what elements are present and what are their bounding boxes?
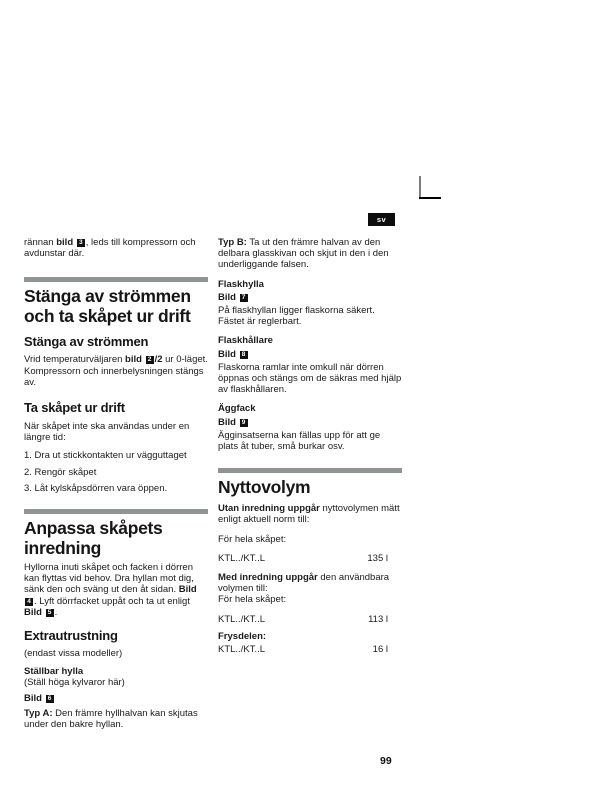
shelf-note: (Ställ höga kylvaror här) [24, 677, 125, 689]
left-column [24, 237, 208, 730]
bottle-holder-label: Flaskhållare [218, 335, 273, 347]
bild-5-badge: 5 [46, 609, 54, 617]
subsection-title-switch-off: Stänga av strömmen [24, 334, 149, 350]
egg-tray-figure-ref: Bild 9 [218, 417, 402, 428]
step-item: 2. Rengör skåpet [24, 466, 97, 478]
language-badge: sv [368, 213, 395, 226]
extras-note: (endast vissa modeller) [24, 648, 123, 660]
shelf-figure-ref: Bild 6 [24, 693, 208, 704]
volume-value: 16 l [372, 644, 388, 656]
volume-without-fittings: Utan inredning uppgår nyttovolymen mätt enligt aktuell norm till: [218, 503, 400, 526]
freezer-section-label: Frysdelen: [218, 630, 267, 642]
right-column [218, 237, 402, 655]
volume-value: 113 l [368, 613, 388, 625]
decommission-intro: När skåpet inte ska användas under en längre tid: [24, 421, 190, 444]
crop-mark-horizontal [419, 197, 441, 199]
bild-6-badge: 6 [46, 695, 54, 703]
section-separator-bar [24, 509, 208, 514]
egg-tray-body: Ägginsatserna kan fällas upp för att ge plats åt tuber, små burkar osv. [218, 429, 381, 453]
bottle-shelf-label: Flaskhylla [218, 278, 264, 290]
subsection-title-decommission: Ta skåpet ur drift [24, 400, 125, 416]
subsection-title-extras: Extrautrustning [24, 628, 118, 644]
switch-off-body: Vrid temperaturväljaren bild 2 /2 ur 0-läget. Kompressorn och innerbelysningen stängs av. [24, 354, 208, 388]
typ-a-paragraph: Typ A: Den främre hyllhalvan kan skjutas under den bakre hyllan. [24, 707, 198, 731]
model-code: KTL../KT..L [218, 613, 265, 625]
bild-7-badge: 7 [240, 294, 248, 302]
volume-row [218, 644, 388, 655]
decommission-steps [24, 450, 208, 494]
bottle-holder-figure-ref: Bild 8 [218, 349, 402, 360]
egg-tray-label: Äggfack [218, 403, 256, 415]
bottle-shelf-figure-ref: Bild 7 [218, 292, 402, 303]
bild-3-badge: 3 [77, 239, 85, 247]
bild-2-badge: 2 [146, 356, 154, 364]
bottle-holder-body: Flaskorna ramlar inte omkull när dörren öppnas och stängs om de säkras med hjälp av flaskhållaren. [218, 361, 402, 396]
model-code: KTL../KT..L [218, 552, 265, 564]
typ-b-paragraph: Typ B: Ta ut den främre halvan av den delbara glasskivan och skjut in den i den underliggande falsen. [218, 237, 389, 271]
volume-value: 135 l [367, 552, 388, 564]
section-title-power-off: Stänga av strömmen och ta skåpet ur drift [24, 286, 191, 327]
interior-body: Hyllorna inuti skåpet och facken i dörren kan flyttas vid behov. Dra hyllan mot dig, sänk den och sväng ut den åt sidan. Bild 4 . Lyft dörrfacket uppåt och ta ut enligt Bild 5 . [24, 562, 197, 618]
whole-cabinet-label: För hela skåpet: [218, 533, 287, 545]
section-title-usable-volume: Nyttovolym [218, 477, 311, 498]
section-title-interior: Anpassa skåpets inredning [24, 518, 163, 559]
step-item: 1. Dra ut stickkontakten ur vägguttaget [24, 450, 187, 462]
volume-row [218, 614, 388, 625]
section-separator-bar [24, 277, 208, 282]
bild-9-badge: 9 [240, 419, 248, 427]
bild-4-badge: 4 [25, 598, 33, 606]
crop-mark-vertical [419, 176, 421, 198]
bild-8-badge: 8 [240, 351, 248, 359]
model-code: KTL../KT..L [218, 644, 265, 656]
whole-cabinet-label: För hela skåpet: [218, 594, 287, 606]
intro-paragraph: rännan bild 3 , leds till kompressorn och avdunstar där. [24, 237, 196, 260]
section-separator-bar [218, 468, 402, 473]
volume-with-fittings: Med inredning uppgår den användbara volymen till: [218, 572, 390, 595]
bottle-shelf-body: På flaskhyllan ligger flaskorna säkert. Fästet är reglerbart. [218, 305, 375, 328]
page-number: 99 [380, 755, 392, 767]
volume-row [218, 553, 388, 564]
shelf-label: Ställbar hylla [24, 666, 84, 678]
step-item: 3. Låt kylskåpsdörren vara öppen. [24, 482, 168, 494]
